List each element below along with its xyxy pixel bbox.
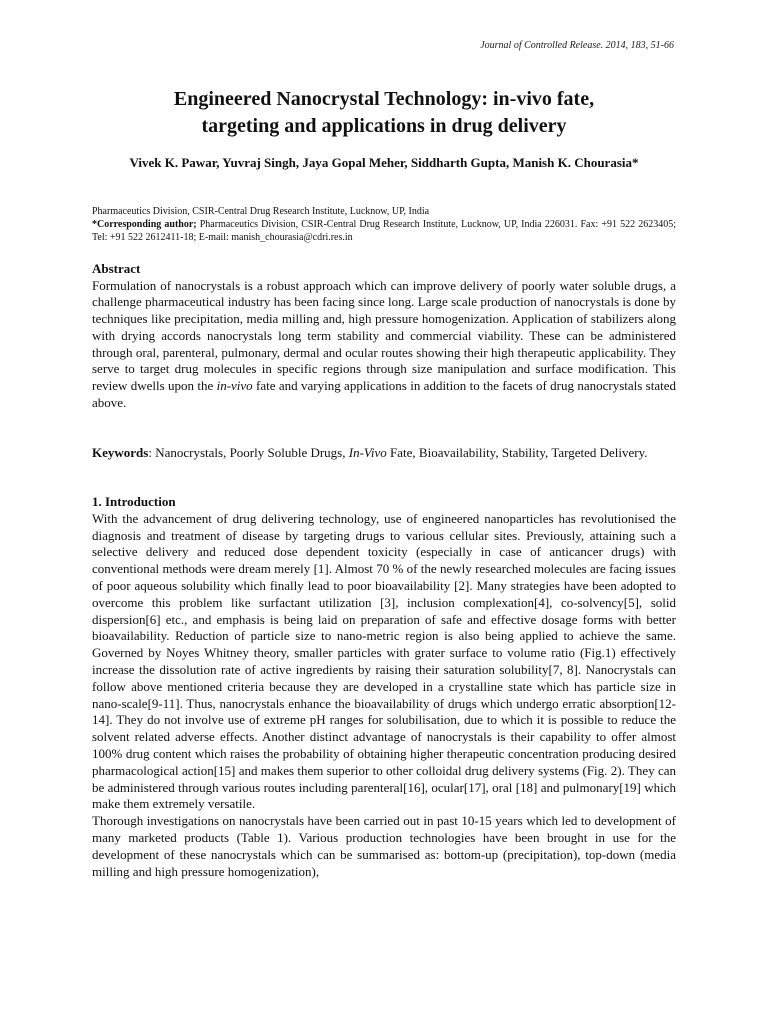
affiliation-line: Pharmaceutics Division, CSIR-Central Drug Research Institute, Lucknow, UP, India — [92, 206, 430, 217]
keywords-text-1: : Nanocrystals, Poorly Soluble Drugs, — [148, 445, 349, 460]
corresponding-author — [92, 218, 676, 244]
introduction-paragraph-2: Thorough investigations on nanocrystals have been carried out in past 10-15 years which led to development of many marketed products (Table 1). Various production technologies have been brought in use for the development of these nanocrystals which can be summarised as: bottom-up (precipitation), top-down (media milling and high pressure homogenization), — [92, 813, 676, 879]
keywords-italic: In-Vivo — [348, 445, 387, 460]
abstract-section — [92, 261, 676, 411]
corresponding-label: *Corresponding author; — [92, 219, 197, 230]
paper-title — [92, 86, 676, 140]
keywords-text-2: Fate, Bioavailability, Stability, Targeted Delivery. — [386, 445, 648, 460]
keywords-body — [92, 444, 676, 461]
introduction-section — [92, 494, 676, 880]
keywords-label: Keywords — [92, 445, 149, 460]
abstract-heading: Abstract — [92, 261, 141, 276]
abstract-body — [92, 278, 676, 412]
introduction-paragraph-1: With the advancement of drug delivering technology, use of engineered nanoparticles has revolutionised the diagnosis and treatment of disease by targeting drugs to various cellular sites. Previously, attaining such a selective delivery and reduced dose dependent toxicity (especially in case of anticancer drugs) with conventional methods were dream merely [1]. Almost 70 % of the newly researched molecules are facing issues of poor aqueous solubility which finally lead to poor bioavailability [2]. Many strategies have been adopted to overcome this problem like surfactant utilization [3], inclusion complexation[4], co-solvency[5], solid dispersion[6] etc., and emphasis is being laid on preparation of safe and effective dosage forms with better bioavailability. Reduction of particle size to nano-metric region is also being applied to achieve the same. Governed by Noyes Whitney theory, smaller particles with grater surface to volume ratio (Fig.1) effectively increase the dissolution rate of active ingredients by raising their saturation solubility[7, 8]. Nanocrystals can follow above mentioned criteria because they are developed in a crystalline state which has particle size in nano-scale[9-11]. Thus, nanocrystals enhance the bioavailability of drugs which undergo erratic absorption[12-14]. They do not involve use of extreme pH ranges for solubilisation, due to which it is possible to reduce the solvent related adverse effects. Another distinct advantage of nanocrystals is their capability to offer almost 100% drug content which raises the probability of obtaining higher therapeutic concentration producing desired pharmacological action[15] and makes them superior to other colloidal drug delivery systems (Fig. 2). They can be administered through various routes including parenteral[16], ocular[17], oral [18] and pulmonary[19] which make them extremely versatile. — [92, 510, 676, 812]
author-list: Vivek K. Pawar, Yuvraj Singh, Jaya Gopal Meher, Siddharth Gupta, Manish K. Chourasia* — [129, 155, 639, 170]
journal-reference: Journal of Controlled Release. 2014, 183, 51-66 — [480, 40, 674, 51]
abstract-text-2: fate and varying applications in addition to the facets of drug nanocrystals stated above. — [92, 377, 676, 410]
corresponding-details: Pharmaceutics Division, CSIR-Central Drug Research Institute, Lucknow, UP, India 226031. Fax: +91 522 2623405; Tel: +91 522 2612411-18; E-mail: manish_chourasia@cdri.res.in — [92, 219, 677, 243]
title-line-2: targeting and applications in drug delivery — [201, 115, 567, 137]
keywords-section — [92, 444, 676, 461]
abstract-italic: in-vivo — [216, 377, 253, 393]
abstract-text-1: Formulation of nanocrystals is a robust approach which can improve delivery of poorly water soluble drugs, a challenge pharmaceutical industry has been facing since long. Large scale production of nanocrystals is done by techniques like precipitation, media milling and, high pressure homogenization. Application of stabilizers along with drying accords nanocrystals long term stability and commercial viability. These can be administered through oral, parenteral, pulmonary, dermal and ocular routes showing their high therapeutic applicability. They serve to target drug molecules in specific regions through size manipulation and surface modification. This review dwells upon the — [92, 277, 676, 393]
introduction-heading: 1. Introduction — [92, 494, 176, 509]
affiliation-block — [92, 205, 676, 244]
title-line-1: Engineered Nanocrystal Technology: in-vivo fate, — [173, 88, 595, 110]
